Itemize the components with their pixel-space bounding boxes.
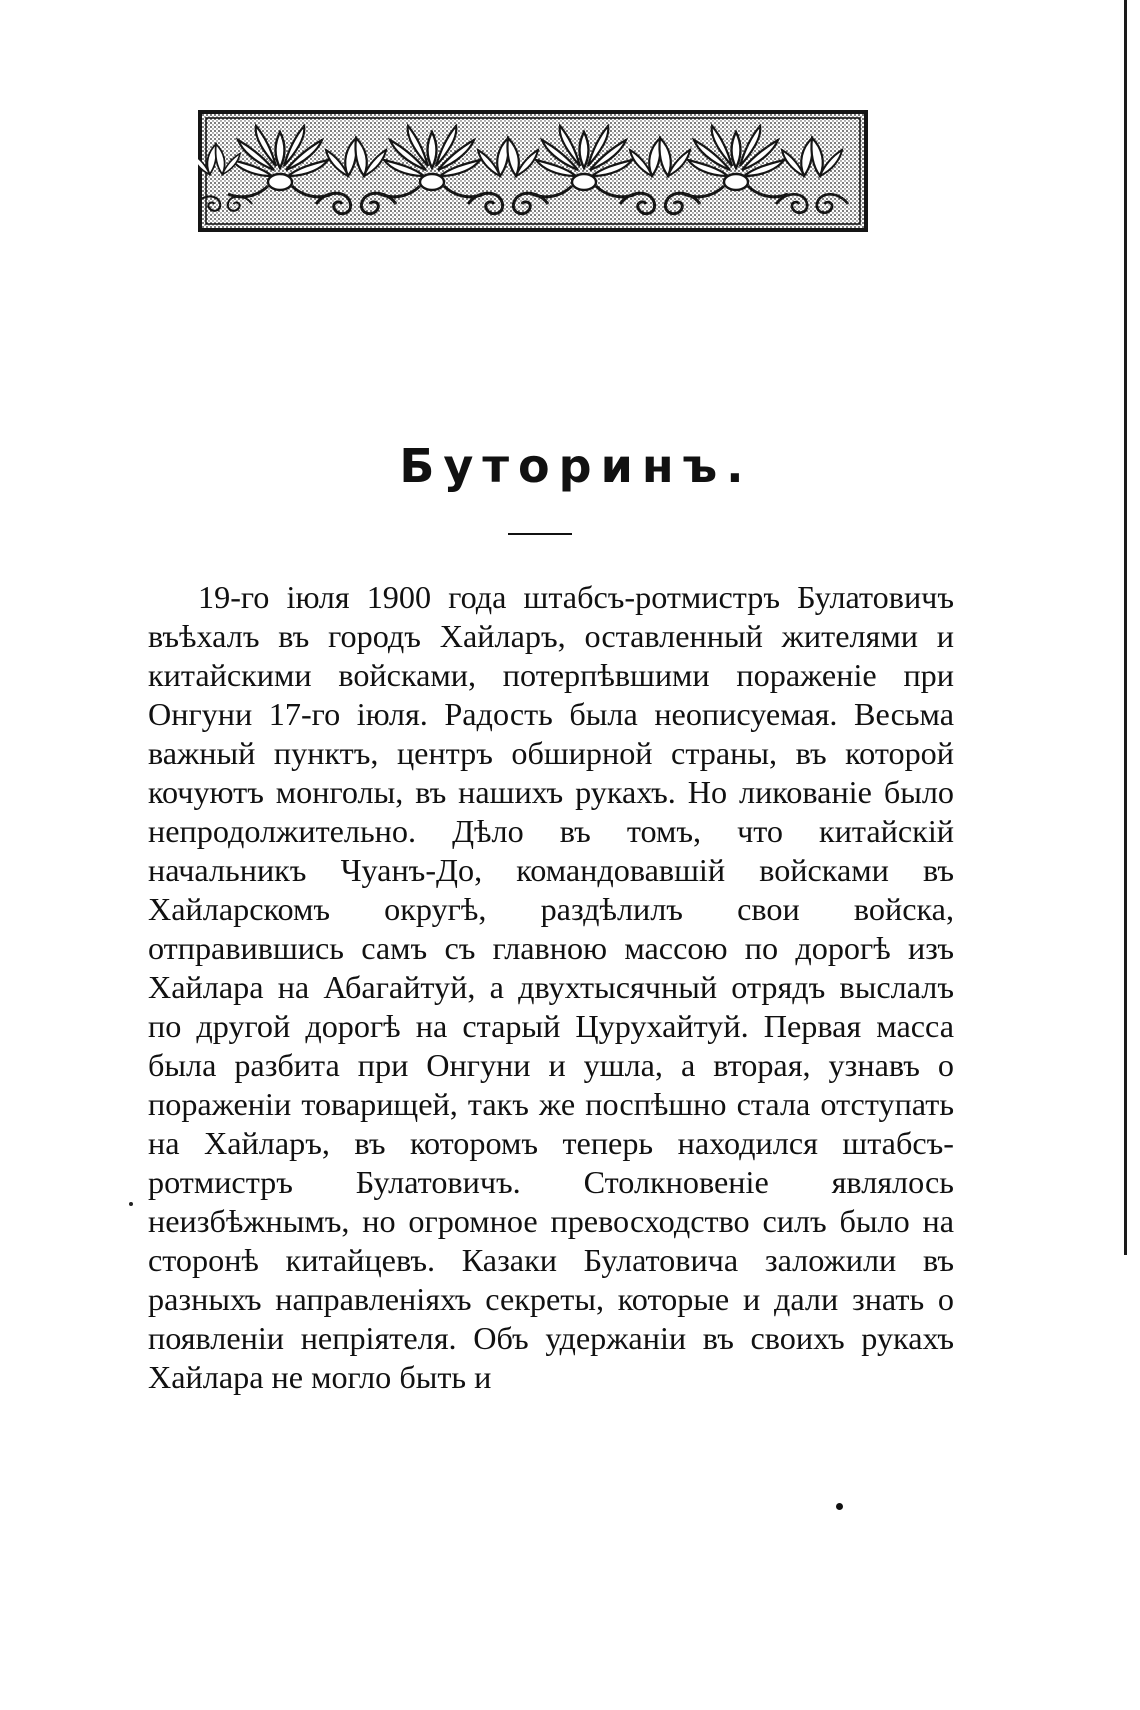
signature-mark — [836, 1503, 843, 1510]
header-ornament — [198, 110, 868, 232]
page-edge-rule — [1124, 0, 1127, 1255]
palmette-frieze-icon — [198, 110, 868, 232]
chapter-title: Буторинъ. — [399, 439, 753, 493]
margin-mark — [129, 1202, 133, 1206]
title-divider — [508, 533, 572, 535]
body-paragraph: 19-го іюля 1900 года штабсъ-ротмистръ Булатовичъ въѣхалъ въ городъ Хайларъ, оставленный жителями и китайскими войсками, потерпѣвшими пораженіе при Онгуни 17-го іюля. Радость была неописуемая. Весьма важный пунктъ, центръ обширной страны, въ которой кочуютъ монголы, въ нашихъ рукахъ. Но ликованіе было непродолжительно. Дѣло въ томъ, что китайскій начальникъ Чуанъ-До, командовавшій войсками въ Хайларскомъ округѣ, раздѣлилъ свои войска, отправившись самъ съ главною массою по дорогѣ изъ Хайлара на Абагайтуй, а двухтысячный отрядъ выслалъ по другой дорогѣ на старый Цурухайтуй. Первая масса была разбита при Онгуни и ушла, а вторая, узнавъ о пораженіи товарищей, такъ же поспѣшно стала отступать на Хайларъ, въ которомъ теперь находился штабсъ-ротмистръ Булатовичъ. Столкновеніе являлось неизбѣжнымъ, но огромное превосходство силъ было на сторонѣ китайцевъ. Казаки Булатовича заложили въ разныхъ направленіяхъ секреты, которые и дали знать о появленіи непріятеля. Объ удержаніи въ своихъ рукахъ Хайлара не могло быть и — [148, 579, 954, 1395]
